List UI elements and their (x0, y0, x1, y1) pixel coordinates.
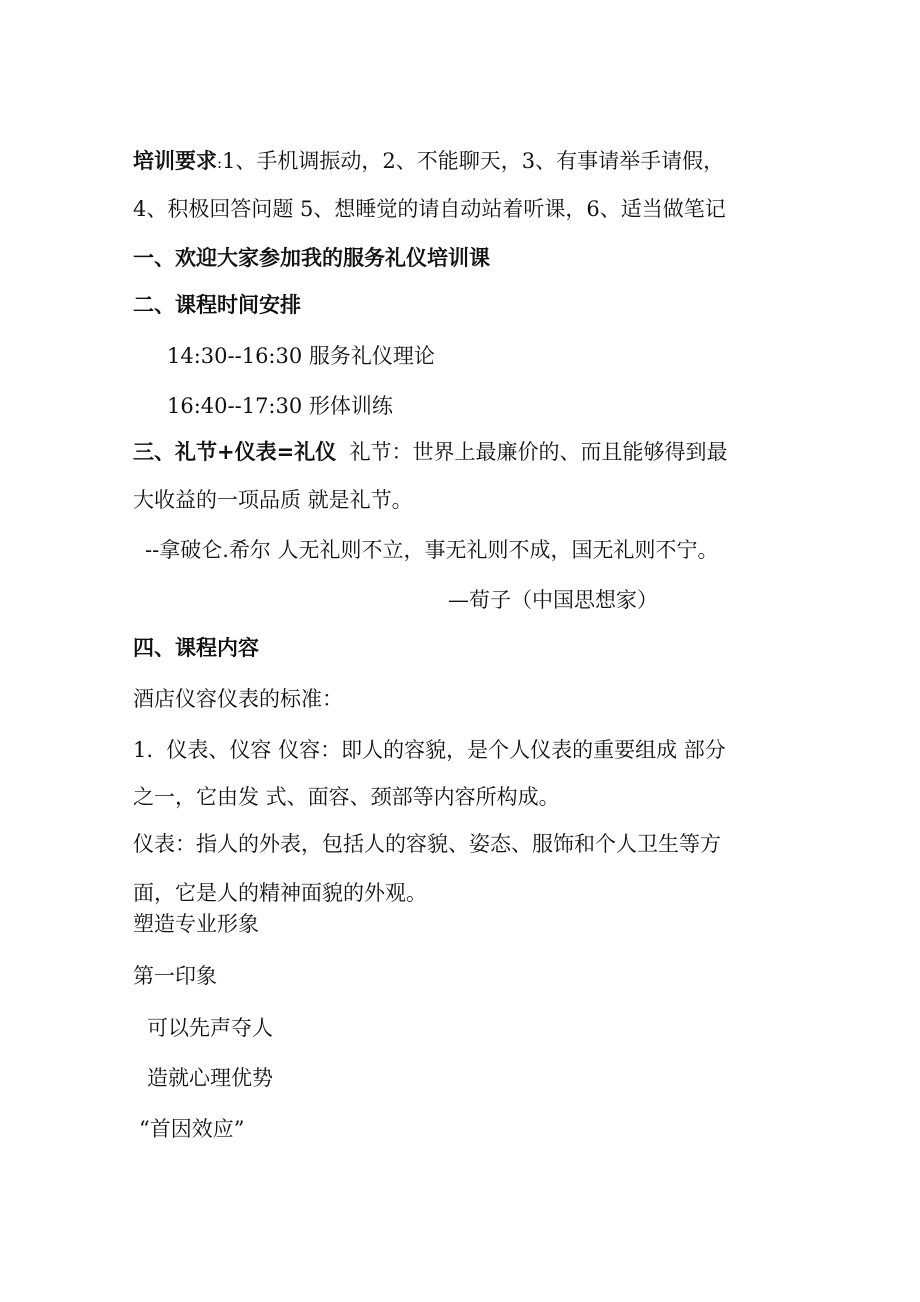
schedule-item-2 (167, 391, 393, 421)
schedule-item-1 (167, 341, 435, 371)
schedule-time-1: 14:30--16:30 (167, 344, 303, 368)
section-4-heading: 四、课程内容 (133, 636, 259, 660)
image-heading: 塑造专业形象 (133, 912, 259, 936)
item-text-1: 仪表、仪容 仪容：即人的容貌，是个人仪表的重要组成 部分 (166, 738, 726, 762)
point-2: 造就心理优势 (147, 1066, 273, 1090)
first-impression: 第一印象 (133, 964, 217, 988)
section-3-heading: 三、礼节+仪表=礼仪 (133, 440, 337, 464)
schedule-title-1: 服务礼仪理论 (308, 344, 435, 368)
section-3-line-2: 大收益的一项品质 就是礼节。 (133, 488, 413, 512)
training-requirements-label: 培训要求 (133, 149, 217, 173)
section-4-intro: 酒店仪容仪表的标准： (133, 687, 343, 711)
training-requirements-line-2: 4、积极回答问题 5、想睡觉的请自动站着听课，6、适当做笔记 (133, 197, 726, 221)
primacy-effect: “首因效应” (139, 1117, 245, 1141)
training-requirements-line-1 (133, 146, 724, 178)
section-1-heading: 一、欢迎大家参加我的服务礼仪培训课 (133, 246, 490, 270)
section-3-attribution: —荀子（中国思想家） (448, 588, 658, 612)
definition-line-2: 面，它是人的精神面貌的外观。 (133, 881, 427, 905)
schedule-title-2: 形体训练 (308, 394, 393, 418)
section-3-line-1 (133, 437, 728, 467)
section-4-item-1-line-1 (133, 735, 726, 765)
section-2-heading: 二、课程时间安排 (133, 293, 301, 317)
training-requirements-colon: : (217, 154, 223, 172)
item-number: 1. (133, 738, 154, 762)
section-3-text-1: 礼节：世界上最廉价的、而且能够得到最 (349, 440, 728, 464)
definition-line-1: 仪表：指人的外表，包括人的容貌、姿态、服饰和个人卫生等方 (133, 832, 721, 856)
section-3-quote: --拿破仑.希尔 人无礼则不立，事无礼则不成，国无礼则不宁。 (145, 538, 719, 562)
point-1: 可以先声夺人 (147, 1016, 273, 1040)
schedule-time-2: 16:40--17:30 (167, 394, 303, 418)
section-4-item-1-line-2: 之一，它由发 式、面容、颈部等内容所构成。 (133, 785, 560, 809)
training-requirements-text-1: 1、手机调振动，2、不能聊天，3、有事请举手请假， (222, 149, 725, 173)
